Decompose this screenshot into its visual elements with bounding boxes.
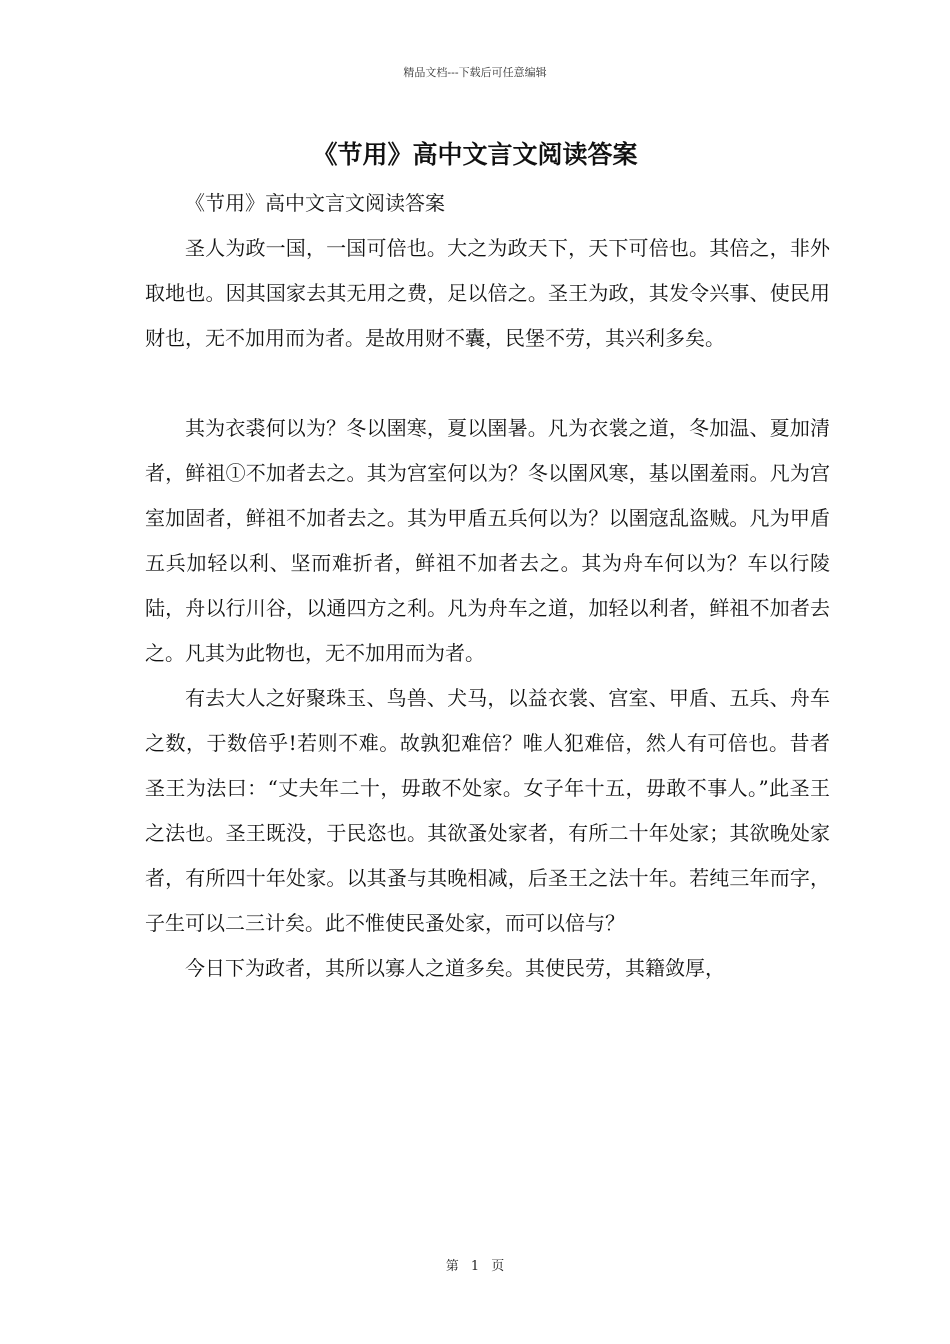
footer-suffix: 页 xyxy=(491,1259,505,1274)
paragraph-2: 其为衣裘何以为？冬以圉寒，夏以圉暑。凡为衣裳之道，冬加温、夏加清者，鲜祖①不加者去之。其为宫室何以为？冬以圉风寒，基以圉羞雨。凡为宫室加固者，鲜祖不加者去之。其为甲盾五兵何以为？以圉寇乱盗贼。凡为甲盾五兵加轻以利、坚而难折者，鲜祖不加者去之。其为舟车何以为？车以行陵陆，舟以行川谷，以通四方之利。凡为舟车之道，加轻以利者，鲜祖不加者去之。凡其为此物也，无不加用而为者。 xyxy=(145,416,830,665)
page-footer xyxy=(0,1255,950,1274)
page-header: 精品文档---下载后可任意编辑 xyxy=(403,66,547,79)
document-body xyxy=(145,181,830,991)
paragraph-1: 圣人为政一国，一国可倍也。大之为政天下，天下可倍也。其倍之，非外取地也。因其国家去其无用之费，足以倍之。圣王为政，其发令兴事、使民用财也，无不加用而为者。是故用财不囊，民堡不劳，其兴利多矣。 xyxy=(145,236,830,350)
document-title: 《节用》高中文言文阅读答案 xyxy=(312,140,638,169)
paragraph-3: 有去大人之好聚珠玉、鸟兽、犬马，以益衣裳、宫室、甲盾、五兵、舟车之数，于数倍乎!若则不难。故孰犯难倍？唯人犯难倍，然人有可倍也。昔者圣王为法曰：“丈夫年二十，毋敢不处家。女子年十五，毋敢不事人。”此圣王之法也。圣王既没，于民恣也。其欲蚤处家者，有所二十年处家；其欲晚处家者，有所四十年处家。以其蚤与其晚相减，后圣王之法十年。若纯三年而字，子生可以二三计矣。此不惟使民蚤处家，而可以倍与？ xyxy=(145,686,830,935)
page-number: 1 xyxy=(470,1259,480,1274)
paragraph-4: 今日下为政者，其所以寡人之道多矣。其使民劳，其籍敛厚， xyxy=(185,956,725,980)
footer-prefix: 第 xyxy=(445,1259,459,1274)
subtitle-paragraph: 《节用》高中文言文阅读答案 xyxy=(185,191,445,215)
